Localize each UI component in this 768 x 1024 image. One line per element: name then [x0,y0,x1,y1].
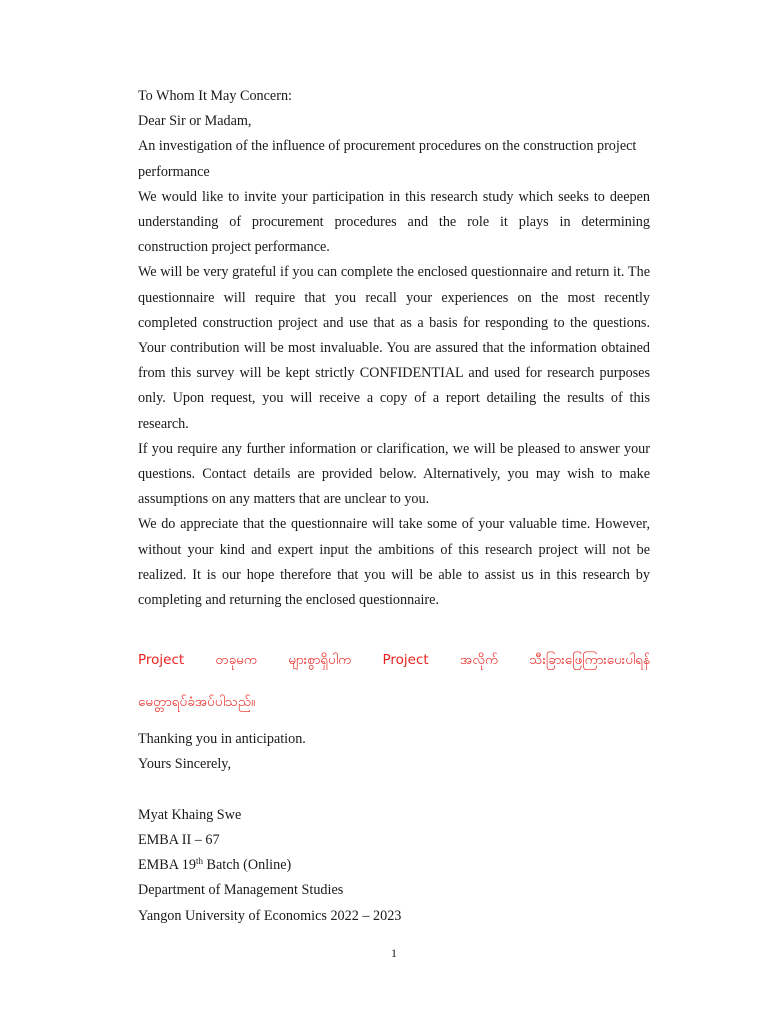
myanmar-note-line1 [138,639,650,681]
myanmar-word: အလိုက် [459,652,499,669]
spacer [138,778,650,803]
myanmar-word: သီးခြားဖြေကြားပေးပါရန် [529,652,650,669]
thanks-line: Thanking you in anticipation. [138,731,306,748]
signature-name: Myat Khaing Swe [138,806,242,823]
page-number: 1 [391,946,397,960]
salutation-to: To Whom It May Concern: [138,88,292,104]
salutation-dear: Dear Sir or Madam, [138,113,252,130]
paragraph-questionnaire: We will be very grateful if you can complete the enclosed questionnaire and return it. The questionnaire will require that you recall your experiences on the most recently completed construction project and use that as a basis for responding to the questions. Your contribution will be most invaluable. You are assured that the information obtained from this survey will be kept strictly CONFIDENTIAL and used for research purposes only. Upon request, you will receive a copy of a report detailing the results of this research. [138,264,650,432]
signature-batch [138,853,650,878]
myanmar-word: Project [382,652,429,669]
myanmar-word: Project [138,652,185,669]
signature-university: Yangon University of Economics 2022 – 2023 [138,907,402,924]
batch-suffix: Batch (Online) [202,857,292,874]
closing-block [138,727,650,929]
myanmar-note [138,639,650,723]
batch-prefix: EMBA 19 [138,857,196,874]
myanmar-word: တခုမက [215,652,258,669]
paragraph-invite: We would like to invite your participation in this research study which seeks to deepen understanding of procurement procedures and the role it plays in determining construction project performance. [138,188,650,256]
letter-body [138,84,650,929]
paragraph-appreciate: We do appreciate that the questionnaire will take some of your valuable time. However, without your kind and expert input the ambitions of this research project will not be realized. It is our hope therefore that you will be able to assist us in this research by completing and returning the enclosed questionnaire. [138,516,650,609]
signature-department: Department of Management Studies [138,882,344,899]
batch-superscript: th [195,856,203,867]
letter-subject: An investigation of the influence of procurement procedures on the construction project performance [138,138,637,180]
myanmar-note-line2: မေတ္တာရပ်ခံအပ်ပါသည်။ [138,694,256,711]
myanmar-word: များစွာရှိပါက [288,652,352,669]
sign-off: Yours Sincerely, [138,756,232,773]
paragraph-contact: If you require any further information or clarification, we will be pleased to answer your questions. Contact details are provided below. Alternatively, you may wish to make assumptions on any matters that are unclear to you. [138,440,650,508]
signature-program: EMBA II – 67 [138,832,220,849]
